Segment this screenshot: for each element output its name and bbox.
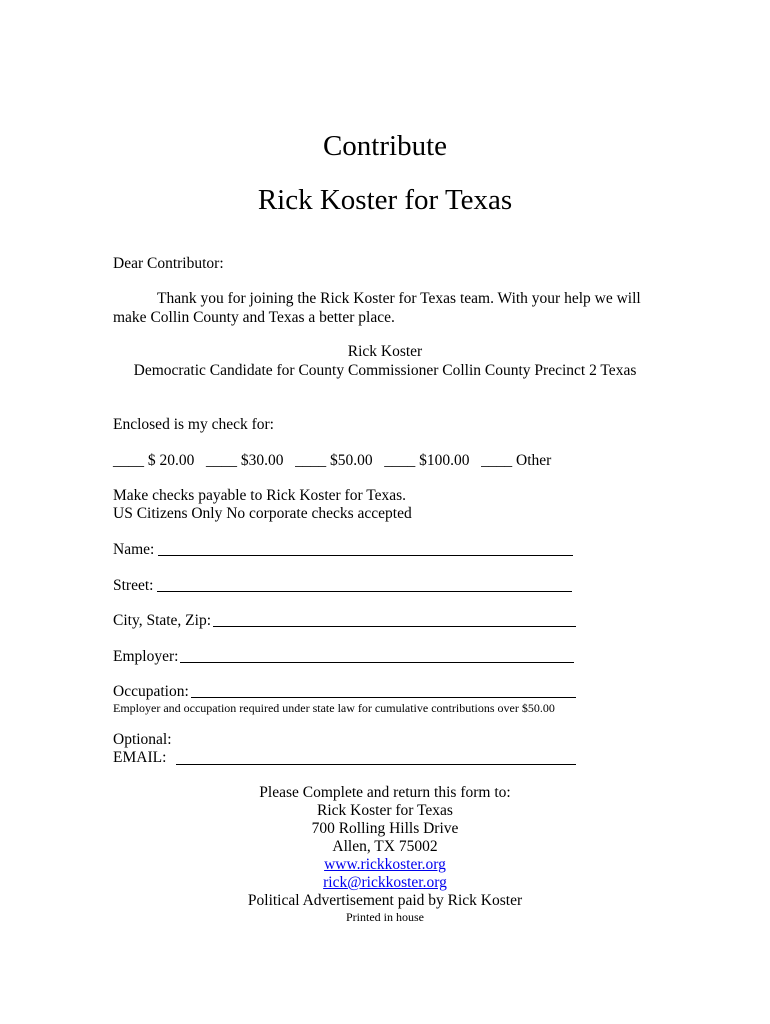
amount-blank-other[interactable]: ____ [481,452,513,469]
optional-label: Optional: [113,731,172,748]
amount-20: $ 20.00 [147,452,195,469]
name-label: Name: [113,541,155,558]
email-link[interactable]: rick@rickkoster.org [323,874,447,891]
greeting: Dear Contributor: [113,255,224,272]
amount-30: $30.00 [240,452,284,469]
intro-line-1: Thank you for joining the Rick Koster for Texas team. With your help we will [157,290,641,307]
payable-note: Make checks payable to Rick Koster for Texas. [113,487,407,504]
email-label: EMAIL: [113,749,167,766]
return-street: 700 Rolling Hills Drive [311,820,459,837]
amount-100: $100.00 [419,452,470,469]
amount-blank-30[interactable]: ____ [206,452,237,469]
page-subtitle: Rick Koster for Texas [257,184,513,216]
occupation-field[interactable] [191,697,576,698]
occupation-label: Occupation: [113,683,189,700]
email-field[interactable] [176,764,576,765]
signature-name: Rick Koster [347,343,423,360]
city-state-zip-label: City, State, Zip: [113,612,212,629]
amount-label: Enclosed is my check for: [113,416,274,433]
name-field[interactable] [158,555,573,556]
employer-occupation-requirement-note: Employer and occupation required under state law for cumulative contributions over $50.00 [113,701,555,715]
amount-blank-100[interactable]: ____ [384,452,416,469]
intro-line-2: make Collin County and Texas a better place. [113,309,395,326]
citizens-note: US Citizens Only No corporate checks accepted [113,505,412,522]
amount-blank-20[interactable]: ____ [113,452,144,469]
employer-label: Employer: [113,648,179,665]
return-city: Allen, TX 75002 [332,838,438,855]
street-field[interactable] [157,591,572,592]
employer-field[interactable] [180,662,574,663]
return-instructions: Please Complete and return this form to: [259,784,511,801]
amount-50: $50.00 [330,452,373,469]
amount-other: Other [516,452,552,469]
signature-title: Democratic Candidate for County Commissioner Collin County Precinct 2 Texas [133,362,637,379]
printed-in-house-note: Printed in house [346,910,424,924]
street-label: Street: [113,577,154,594]
city-state-zip-field[interactable] [213,626,576,627]
return-org: Rick Koster for Texas [317,802,453,819]
page-title: Contribute [322,130,448,162]
political-disclaimer: Political Advertisement paid by Rick Koster [247,892,523,909]
amount-blank-50[interactable]: ____ [295,452,327,469]
website-link[interactable]: www.rickkoster.org [324,856,446,873]
website-row [0,857,770,873]
email-row [0,875,770,891]
amount-options [113,453,551,469]
